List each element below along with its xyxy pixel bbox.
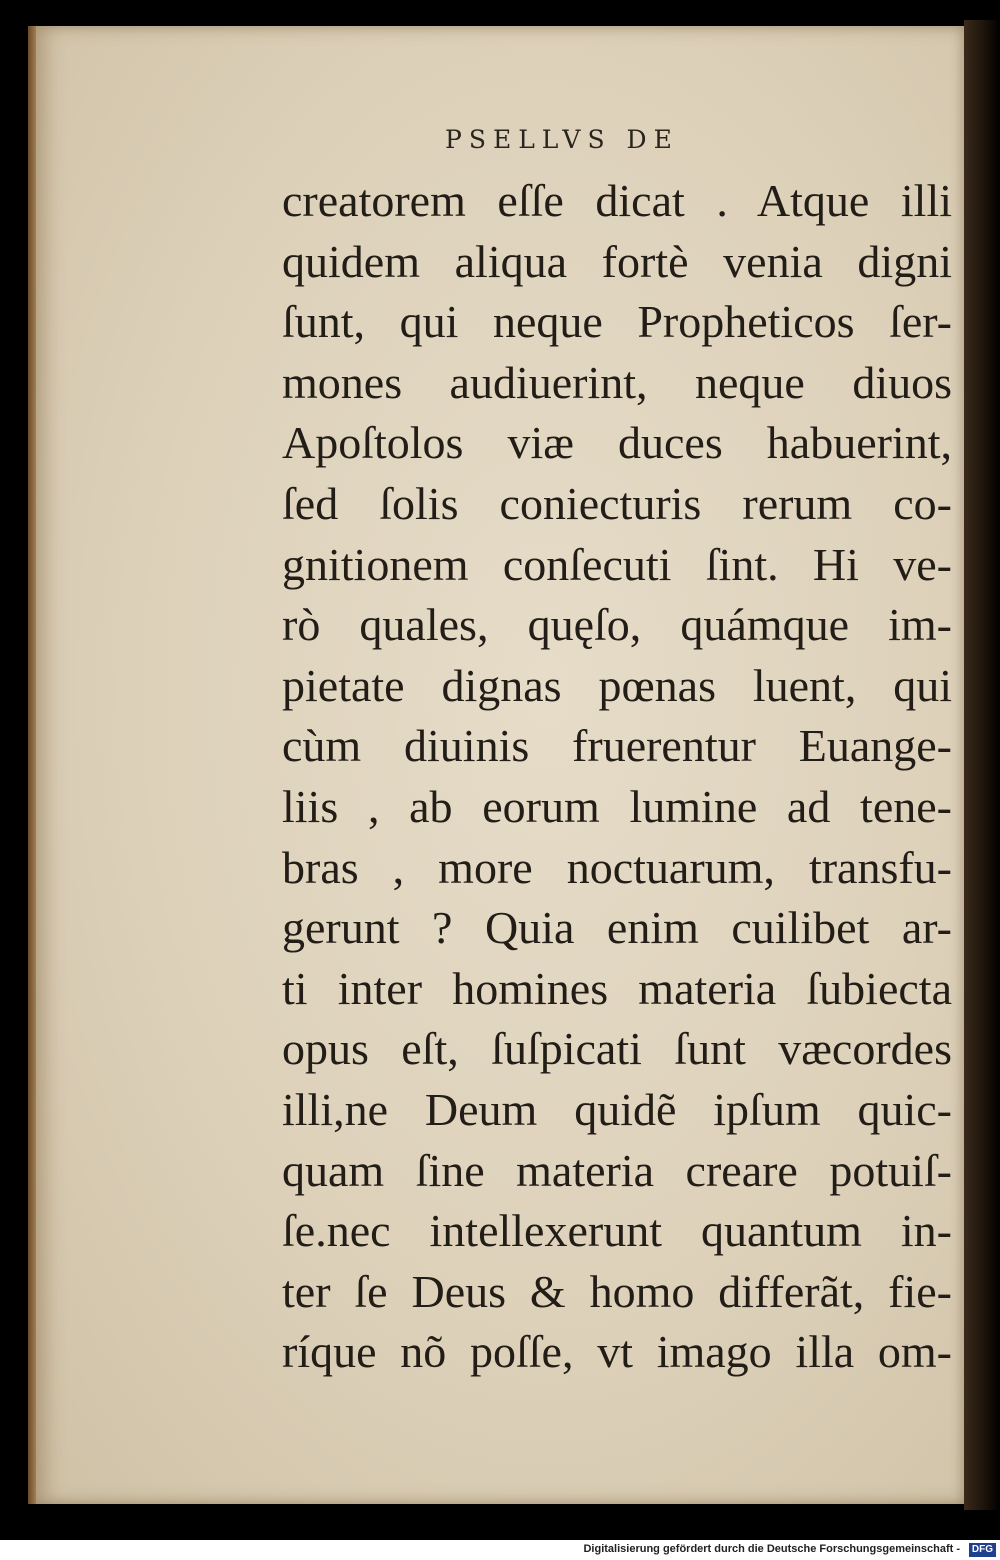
text-line: opus eſt, ſuſpicati ſunt væcordes — [282, 1023, 952, 1075]
text-line: cùm diuinis fruerentur Euange- — [282, 720, 952, 772]
text-line: ríque nõ poſſe, vt imago illa om- — [282, 1326, 952, 1378]
funding-credit: Digitalisierung gefördert durch die Deutsche Forschungsgemeinschaft - — [583, 1543, 960, 1555]
dfg-logo-icon: DFG — [969, 1543, 996, 1557]
text-line: ſunt, qui neque Propheticos ſer- — [282, 296, 952, 348]
text-line: illi,ne Deum quidẽ ipſum quic- — [282, 1083, 952, 1135]
text-line: creatorem eſſe dicat . Atque illi — [282, 175, 952, 226]
text-line: ſe.nec intellexerunt quantum in- — [282, 1205, 952, 1257]
text-line: mones audiuerint, neque diuos — [282, 356, 952, 408]
text-line: quam ſine materia creare potuiſ- — [282, 1144, 952, 1196]
page-right-edge — [964, 20, 1000, 1510]
text-line: ſed ſolis coniecturis rerum co- — [282, 477, 952, 529]
text-line: Apoſtolos viæ duces habuerint, — [282, 417, 952, 469]
text-line: gerunt ? Quia enim cuilibet ar- — [282, 902, 952, 954]
text-line: gnitionem conſecuti ſint. Hi ve- — [282, 538, 952, 590]
body-text — [282, 171, 952, 1383]
text-line: liis , ab eorum lumine ad tene- — [282, 780, 952, 832]
text-line: rò quales, quęſo, quámque im- — [282, 599, 952, 651]
text-line: pietate dignas pœnas luent, qui — [282, 659, 952, 711]
text-line: ter ſe Deus & homo differãt, fie- — [282, 1265, 952, 1317]
footer-bar — [0, 1540, 1000, 1560]
text-line: bras , more noctuarum, transfu- — [282, 841, 952, 893]
text-line: quidem aliqua fortè venia digni — [282, 235, 952, 287]
text-line: ti inter homines materia ſubiecta — [282, 962, 952, 1014]
running-head: PSELLVS DE — [445, 125, 679, 154]
